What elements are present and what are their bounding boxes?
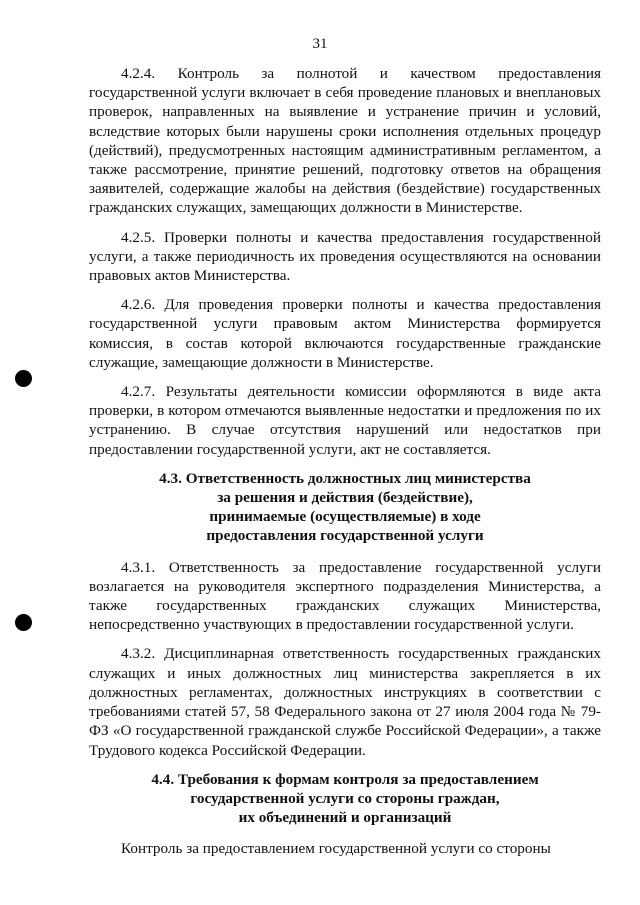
paragraph-4-3-1: 4.3.1. Ответственность за предоставление государственной услуги возлагается на руководителя экспертного подразделения Министерства, а также государственных гражданских служащих Министерства, непосредственно участвующих в предоставлении государственной услуги. (89, 558, 601, 634)
heading-line: их объединений и организаций (238, 809, 452, 827)
punch-hole-mark (15, 614, 32, 631)
paragraph-4-2-6: 4.2.6. Для проведения проверки полноты и качества предоставления государственной услуги правовым актом Министерства формируется комиссия, в состав которой включаются государственные гражданские служащие, замещающие должности в Министерстве. (89, 296, 601, 371)
heading-line: 4.3. Ответственность должностных лиц министерства (159, 469, 531, 487)
heading-line: принимаемые (осуществляемые) в ходе (209, 508, 481, 526)
paragraph-4-2-5: 4.2.5. Проверки полноты и качества предоставления государственной услуги, а также периодичность их проведения осуществляются на основании правовых актов Министерства. (89, 228, 601, 285)
section-heading-4-4 (89, 770, 601, 828)
heading-line: предоставления государственной услуги (206, 527, 484, 545)
heading-line: за решения и действия (бездействие), (217, 489, 473, 507)
document-body (89, 64, 601, 869)
heading-line: 4.4. Требования к формам контроля за предоставлением (151, 770, 539, 788)
page-number: 31 (312, 36, 328, 52)
paragraph-4-2-7: 4.2.7. Результаты деятельности комиссии оформляются в виде акта проверки, в котором отмечаются выявленные недостатки и предложения по их устранению. В случае отсутствия нарушений или недостатков при предоставлении государственной услуги, акт не составляется. (89, 383, 601, 458)
section-heading-4-3 (89, 469, 601, 546)
punch-hole-mark (15, 370, 32, 387)
heading-line: государственной услуги со стороны граждан, (190, 789, 500, 807)
paragraph-4-2-4: 4.2.4. Контроль за полнотой и качеством предоставления государственной услуги включает в себя проведение плановых и внеплановых проверок, направленных на выявление и устранение причин и условий, вследствие которых были нарушены сроки исполнения отдельных процедур (действий), предусмотренных настоящим административным регламентом, а также рассмотрение, принятие решений, подготовку ответов на обращения заявителей, содержащие жалобы на действия (бездействие) государственных гражданских служащих, замещающих должности в Министерстве. (89, 65, 601, 217)
paragraph-4-4-intro: Контроль за предоставлением государственной услуги со стороны (121, 840, 551, 858)
paragraph-4-3-2: 4.3.2. Дисциплинарная ответственность государственных гражданских служащих и иных должностных лиц министерства закрепляется в их должностных регламентах, должностных инструкциях в соответствии с требованиями статей 57, 58 Федерального закона от 27 июля 2004 года № 79-ФЗ «О государственной гражданской службе Российской Федерации», а также Трудового кодекса Российской Федерации. (89, 645, 601, 759)
